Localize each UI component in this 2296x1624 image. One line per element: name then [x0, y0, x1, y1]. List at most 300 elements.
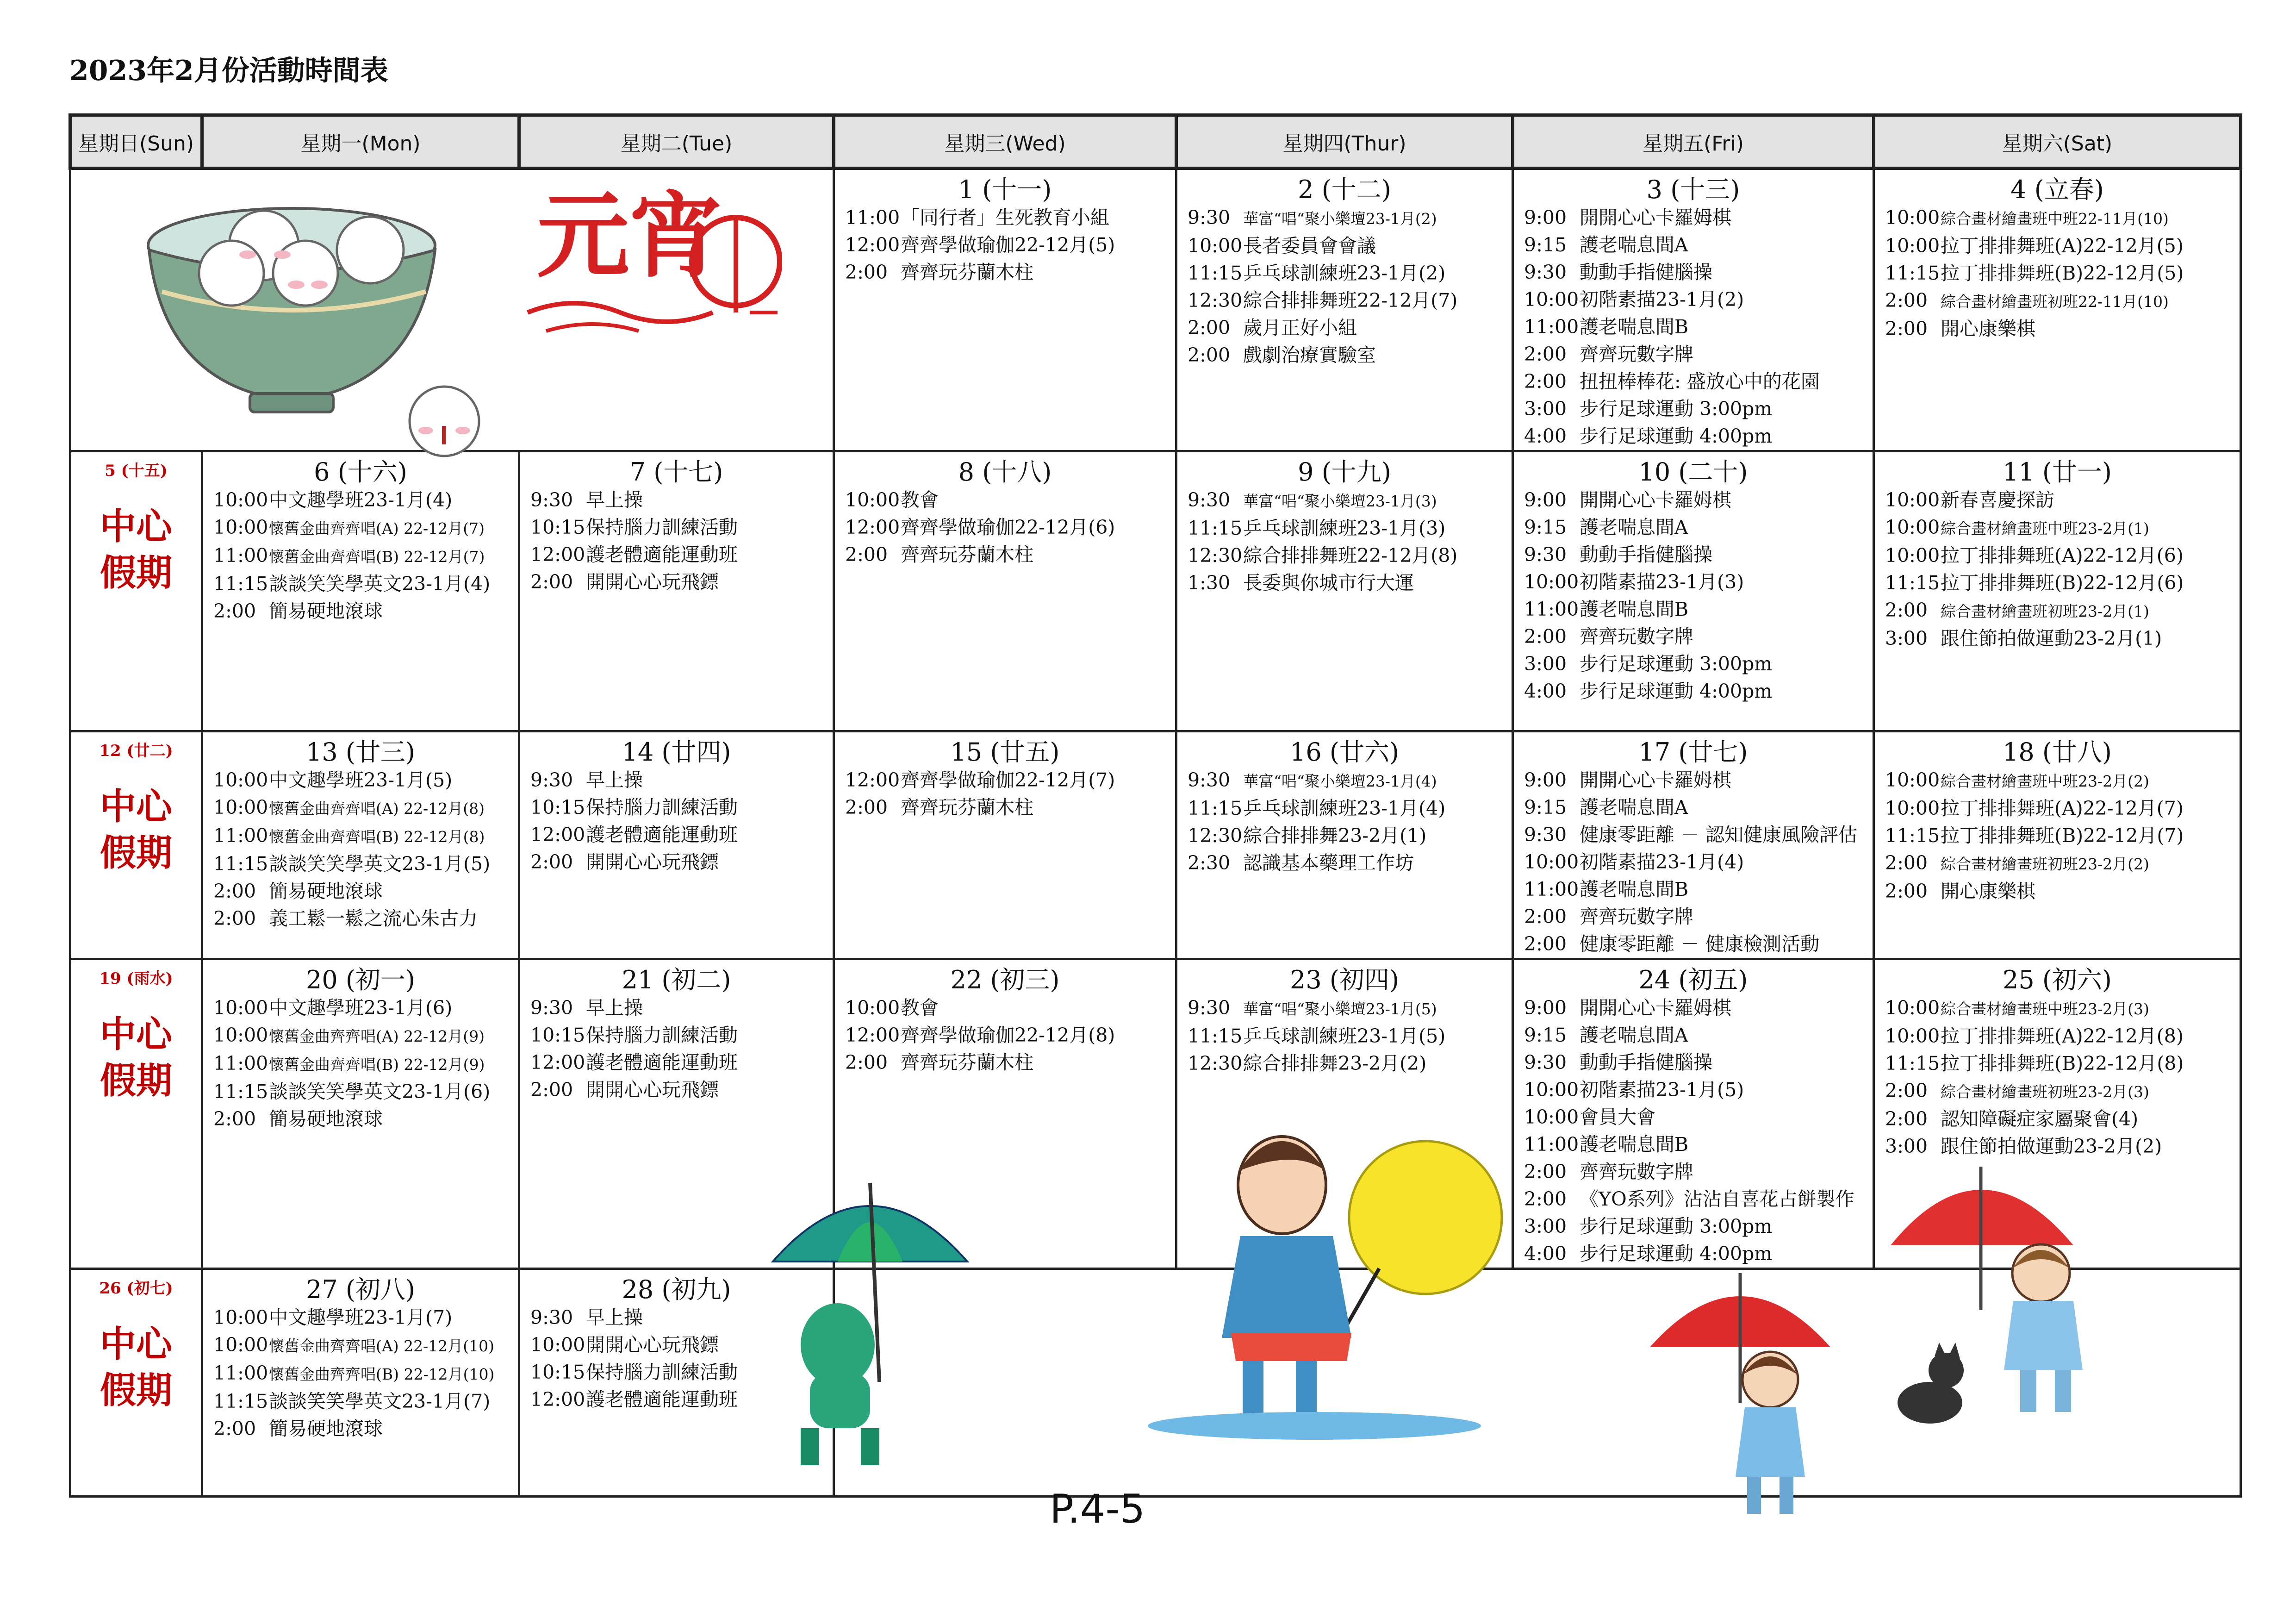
event-item	[1177, 232, 1512, 260]
child-green-umbrella-illustration	[768, 1169, 972, 1474]
event-item	[1514, 1186, 1873, 1213]
event-name: 華富“唱“聚小樂壇23-1月(5)	[1243, 1000, 1437, 1018]
event-item	[520, 821, 833, 849]
day-date: 16 (廿六)	[1289, 737, 1399, 767]
event-time: 2:00	[1885, 599, 1928, 621]
event-item	[1514, 1022, 1873, 1049]
event-item	[203, 1106, 518, 1133]
event-item	[520, 994, 833, 1022]
event-time: 12:00	[530, 1051, 585, 1074]
event-item	[520, 487, 833, 514]
event-name: 綜合畫材繪畫班中班23-2月(2)	[1941, 772, 2149, 790]
event-item	[1177, 342, 1512, 369]
event-item	[1177, 1023, 1512, 1050]
event-time: 10:00	[530, 1334, 585, 1356]
day-date: 23 (初四)	[1289, 965, 1399, 994]
event-time: 4:00	[1524, 425, 1567, 447]
event-name: 保持腦力訓練活動	[586, 796, 738, 818]
event-time: 11:15	[1885, 572, 1940, 594]
event-name: 初階素描23-1月(5)	[1580, 1079, 1744, 1101]
event-time: 10:00	[1885, 769, 1940, 791]
tangyuan-bowl-illustration	[143, 199, 495, 472]
day-date: 15 (廿五)	[950, 737, 1060, 767]
event-time: 9:30	[1188, 489, 1231, 511]
event-name: 懷舊金曲齊齊唱(A) 22-12月(7)	[269, 519, 485, 537]
event-name: 拉丁排排舞班(B)22-12月(7)	[1941, 824, 2184, 847]
event-time: 9:15	[1524, 796, 1567, 818]
day-date: 18 (廿八)	[2002, 737, 2112, 767]
event-item	[1514, 903, 1873, 931]
event-time: 11:15	[213, 1390, 268, 1412]
event-time: 2:00	[1524, 906, 1567, 928]
day-date: 27 (初八)	[305, 1275, 415, 1304]
event-item	[520, 794, 833, 821]
event-item	[835, 994, 1175, 1022]
event-time: 2:00	[213, 1418, 256, 1440]
event-item	[1177, 822, 1512, 849]
holiday-label	[71, 1321, 201, 1414]
event-item	[1514, 231, 1873, 259]
event-name: 《YO系列》沾沾自喜花占餅製作	[1580, 1188, 1854, 1210]
event-item	[520, 514, 833, 541]
event-time: 12:30	[1188, 1052, 1243, 1074]
event-name: 綜合畫材繪畫班初班23-2月(2)	[1941, 855, 2149, 873]
event-time: 9:30	[1188, 206, 1231, 229]
event-name: 拉丁排排舞班(A)22-12月(5)	[1941, 235, 2184, 257]
event-time: 11:00	[213, 544, 268, 567]
event-item	[1875, 878, 2240, 905]
event-time: 1:30	[1188, 572, 1231, 594]
event-name: 早上操	[586, 1306, 643, 1329]
event-item	[1514, 514, 1873, 541]
event-time: 11:15	[1188, 517, 1243, 539]
event-time: 11:00	[1524, 316, 1579, 338]
event-item	[1514, 368, 1873, 395]
event-time: 12:00	[845, 516, 900, 538]
event-name: 護老喘息間B	[1580, 316, 1689, 338]
event-name: 華富“唱“聚小樂壇23-1月(2)	[1243, 210, 1437, 228]
event-time: 10:00	[213, 997, 268, 1019]
lantern-festival-logo	[518, 174, 782, 350]
event-item	[203, 487, 518, 514]
event-name: 懷舊金曲齊齊唱(B) 22-12月(9)	[269, 1056, 485, 1074]
event-time: 11:15	[1188, 262, 1243, 284]
event-name: 開開心心卡羅姆棋	[1580, 997, 1731, 1019]
event-name: 認知障礙症家屬聚會(4)	[1941, 1108, 2139, 1130]
event-item	[520, 849, 833, 876]
event-name: 拉丁排排舞班(A)22-12月(6)	[1941, 544, 2184, 567]
event-name: 「同行者」生死教育小組	[901, 206, 1109, 229]
child-yellow-umbrella-illustration	[1139, 1102, 1509, 1444]
event-time: 10:00	[1885, 544, 1940, 567]
event-time: 10:00	[1524, 288, 1579, 311]
event-time: 10:00	[1524, 571, 1579, 593]
event-time: 10:00	[1188, 235, 1243, 257]
event-time: 9:30	[1524, 824, 1567, 846]
event-item	[203, 850, 518, 878]
event-name: 步行足球運動 4:00pm	[1580, 1243, 1773, 1265]
event-item	[1875, 625, 2240, 652]
day-date: 20 (初一)	[305, 965, 415, 994]
event-item	[1514, 1104, 1873, 1131]
event-time: 10:00	[213, 1306, 268, 1329]
event-name: 健康零距離 － 認知健康風險評估	[1580, 824, 1858, 846]
sunday-date: 19 (雨水)	[99, 969, 173, 988]
day-cell	[834, 169, 1176, 451]
event-name: 懷舊金曲齊齊唱(B) 22-12月(7)	[269, 548, 485, 566]
event-time: 3:00	[1885, 1135, 1928, 1157]
event-name: 齊齊玩數字牌	[1580, 1161, 1693, 1183]
event-item	[1514, 794, 1873, 821]
event-name: 綜合排排舞班22-12月(8)	[1243, 544, 1458, 567]
girl-red-umbrella-illustration	[1648, 1264, 1833, 1523]
event-name: 齊齊玩數字牌	[1580, 906, 1693, 928]
day-cell	[834, 731, 1176, 959]
event-item	[1514, 849, 1873, 876]
event-item	[1875, 232, 2240, 260]
week-row	[70, 731, 2241, 959]
event-name: 談談笑笑學英文23-1月(4)	[269, 573, 491, 595]
event-time: 2:00	[1524, 343, 1567, 365]
day-date: 4 (立春)	[2010, 175, 2104, 204]
event-time: 12:00	[530, 543, 585, 566]
event-name: 華富“唱“聚小樂壇23-1月(4)	[1243, 772, 1437, 790]
day-cell	[1513, 731, 1874, 959]
weekday-header-row	[70, 115, 2241, 169]
event-name: 乒乓球訓練班23-1月(3)	[1243, 517, 1446, 539]
day-cell	[202, 731, 519, 959]
header-sun: 星期日(Sun)	[70, 115, 202, 169]
header-sat: 星期六(Sat)	[1874, 115, 2241, 169]
event-item	[1514, 341, 1873, 368]
day-cell	[1513, 451, 1874, 731]
event-name: 拉丁排排舞班(B)22-12月(5)	[1941, 262, 2184, 284]
day-cell	[1176, 731, 1513, 959]
event-item	[1177, 569, 1512, 597]
event-item	[1875, 597, 2240, 625]
event-time: 9:30	[530, 489, 573, 511]
event-name: 齊齊玩芬蘭木柱	[901, 796, 1033, 818]
event-name: 跟住節拍做運動23-2月(2)	[1941, 1135, 2162, 1157]
holiday-label-line: 假期	[100, 552, 172, 594]
event-name: 動動手指健腦操	[1580, 543, 1712, 566]
lantern-festival-text: 元宵	[537, 181, 722, 290]
header-thu: 星期四(Thur)	[1176, 115, 1513, 169]
day-date: 6 (十六)	[314, 457, 407, 487]
event-time: 2:00	[213, 600, 256, 622]
event-time: 12:00	[530, 1388, 585, 1411]
event-item	[1177, 795, 1512, 822]
event-item	[1177, 542, 1512, 569]
event-time: 9:30	[1524, 261, 1567, 283]
day-date: 17 (廿七)	[1638, 737, 1748, 767]
event-item	[1875, 569, 2240, 597]
event-item	[1514, 931, 1873, 958]
event-time: 2:00	[213, 1108, 256, 1130]
day-date: 8 (十八)	[958, 457, 1052, 487]
event-name: 護老喘息間A	[1580, 1024, 1688, 1046]
event-name: 護老體適能運動班	[586, 543, 738, 566]
event-time: 2:00	[530, 571, 573, 593]
event-item	[520, 541, 833, 568]
event-item	[1177, 515, 1512, 542]
day-cell	[202, 451, 519, 731]
event-item	[203, 1388, 518, 1415]
event-item	[203, 767, 518, 794]
event-time: 10:15	[530, 1024, 585, 1046]
event-time: 9:30	[1188, 769, 1231, 791]
header-mon: 星期一(Mon)	[202, 115, 519, 169]
event-name: 綜合排排舞23-2月(2)	[1243, 1052, 1427, 1074]
event-time: 9:00	[1524, 206, 1567, 229]
event-item	[835, 541, 1175, 568]
event-time: 10:00	[1885, 235, 1940, 257]
event-item	[1875, 315, 2240, 343]
event-time: 11:15	[1188, 797, 1243, 819]
event-name: 拉丁排排舞班(B)22-12月(8)	[1941, 1052, 2184, 1074]
day-cell	[519, 731, 834, 959]
event-item	[203, 878, 518, 905]
event-name: 簡易硬地滾球	[269, 880, 383, 902]
event-time: 11:00	[1524, 878, 1579, 900]
event-time: 10:00	[213, 516, 268, 538]
event-name: 乒乓球訓練班23-1月(4)	[1243, 797, 1446, 819]
event-time: 10:00	[1885, 516, 1940, 538]
event-time: 2:00	[1885, 289, 1928, 312]
event-item	[1177, 487, 1512, 515]
event-time: 2:00	[1524, 625, 1567, 648]
event-time: 12:00	[845, 1024, 900, 1046]
event-time: 2:00	[845, 1051, 888, 1074]
event-item	[520, 568, 833, 596]
event-name: 會員大會	[1580, 1106, 1655, 1128]
event-time: 4:00	[1524, 1243, 1567, 1265]
event-item	[1177, 994, 1512, 1023]
event-name: 護老喘息間B	[1580, 598, 1689, 620]
event-item	[1875, 542, 2240, 569]
event-name: 華富“唱“聚小樂壇23-1月(3)	[1243, 492, 1437, 510]
day-cell	[202, 959, 519, 1269]
event-time: 10:00	[1524, 851, 1579, 873]
event-item	[835, 1049, 1175, 1076]
sunday-cell	[70, 731, 202, 959]
header-tue: 星期二(Tue)	[519, 115, 834, 169]
event-name: 懷舊金曲齊齊唱(B) 22-12月(8)	[269, 828, 485, 846]
event-time: 9:15	[1524, 516, 1567, 538]
event-time: 3:00	[1524, 653, 1567, 675]
event-name: 初階素描23-1月(3)	[1580, 571, 1744, 593]
event-name: 齊齊學做瑜伽22-12月(6)	[901, 516, 1115, 538]
event-time: 9:30	[1188, 997, 1231, 1019]
event-item	[1514, 568, 1873, 596]
event-item	[1514, 286, 1873, 313]
event-item	[1875, 1106, 2240, 1133]
event-name: 齊齊學做瑜伽22-12月(8)	[901, 1024, 1115, 1046]
event-name: 保持腦力訓練活動	[586, 1361, 738, 1383]
event-time: 10:00	[1885, 206, 1940, 229]
day-cell	[202, 1269, 519, 1497]
event-item	[835, 204, 1175, 231]
holiday-label-line: 中心	[100, 786, 172, 828]
event-item	[1514, 596, 1873, 623]
event-time: 11:15	[1885, 824, 1940, 847]
event-name: 談談笑笑學英文23-1月(7)	[269, 1390, 491, 1412]
event-time: 11:15	[213, 1081, 268, 1103]
event-time: 2:00	[1524, 933, 1567, 955]
day-date: 10 (二十)	[1638, 457, 1748, 487]
event-name: 開開心心卡羅姆棋	[1580, 489, 1731, 511]
holiday-label	[71, 504, 201, 596]
event-time: 2:30	[1188, 852, 1231, 874]
event-time: 2:00	[1188, 317, 1231, 339]
event-name: 護老體適能運動班	[586, 1051, 738, 1074]
day-cell	[1874, 731, 2241, 959]
event-item	[1875, 795, 2240, 822]
day-cell	[1176, 169, 1513, 451]
holiday-label-line: 假期	[100, 1060, 172, 1102]
event-item	[520, 767, 833, 794]
holiday-label-line: 假期	[100, 1369, 172, 1412]
event-item	[520, 1022, 833, 1049]
event-name: 步行足球運動 3:00pm	[1580, 653, 1773, 675]
event-time: 10:15	[530, 796, 585, 818]
event-item	[1177, 204, 1512, 232]
event-item	[1875, 822, 2240, 849]
event-time: 2:00	[1885, 880, 1928, 902]
event-item	[835, 487, 1175, 514]
event-name: 中文趣學班23-1月(4)	[269, 489, 453, 511]
event-name: 保持腦力訓練活動	[586, 516, 738, 538]
event-item	[1514, 487, 1873, 514]
day-cell	[1874, 169, 2241, 451]
event-time: 10:00	[213, 796, 268, 818]
event-item	[1514, 423, 1873, 450]
holiday-label-line: 中心	[100, 506, 172, 548]
event-name: 長委與你城市行大運	[1243, 572, 1414, 594]
event-time: 2:00	[1885, 1080, 1928, 1102]
event-item	[203, 822, 518, 850]
event-time: 11:00	[1524, 1133, 1579, 1156]
event-name: 中文趣學班23-1月(7)	[269, 1306, 453, 1329]
day-date: 2 (十二)	[1298, 175, 1391, 204]
event-name: 開開心心卡羅姆棋	[1580, 206, 1731, 229]
event-name: 保持腦力訓練活動	[586, 1024, 738, 1046]
event-name: 談談笑笑學英文23-1月(5)	[269, 853, 491, 875]
event-item	[1875, 204, 2240, 232]
event-item	[203, 994, 518, 1022]
event-name: 開心康樂棋	[1941, 318, 2035, 340]
event-name: 護老喘息間A	[1580, 234, 1688, 256]
event-name: 齊齊玩數字牌	[1580, 625, 1693, 648]
event-item	[1875, 1077, 2240, 1106]
page-title: 2023年2月份活動時間表	[69, 55, 388, 87]
event-name: 懷舊金曲齊齊唱(A) 22-12月(10)	[269, 1337, 494, 1355]
event-item	[1514, 821, 1873, 849]
event-time: 10:00	[213, 489, 268, 511]
event-item	[520, 1076, 833, 1104]
event-name: 護老喘息間B	[1580, 878, 1689, 900]
event-item	[835, 231, 1175, 259]
event-time: 3:00	[1524, 398, 1567, 420]
event-item	[1514, 1158, 1873, 1186]
boy-red-umbrella-with-cat-illustration	[1888, 1153, 2120, 1430]
event-item	[1875, 487, 2240, 514]
event-name: 齊齊玩數字牌	[1580, 343, 1693, 365]
event-time: 9:00	[1524, 489, 1567, 511]
event-name: 拉丁排排舞班(A)22-12月(8)	[1941, 1025, 2184, 1047]
event-item	[203, 542, 518, 570]
event-name: 中文趣學班23-1月(5)	[269, 769, 453, 791]
event-item	[1514, 395, 1873, 423]
event-item	[1514, 650, 1873, 678]
day-date: 3 (十三)	[1646, 175, 1740, 204]
day-date: 25 (初六)	[2002, 965, 2112, 994]
day-date: 21 (初二)	[622, 965, 731, 994]
event-time: 10:00	[213, 1334, 268, 1356]
event-time: 12:00	[530, 824, 585, 846]
event-item	[203, 598, 518, 625]
event-item	[203, 514, 518, 542]
event-name: 乒乓球訓練班23-1月(2)	[1243, 262, 1446, 284]
event-name: 開開心心玩飛鏢	[586, 571, 719, 593]
event-name: 教會	[901, 997, 939, 1019]
event-time: 12:30	[1188, 824, 1243, 847]
event-name: 開開心心玩飛鏢	[586, 851, 719, 873]
holiday-label	[71, 784, 201, 876]
holiday-label-line: 中心	[100, 1013, 172, 1056]
event-item	[1875, 514, 2240, 542]
event-item	[1514, 1213, 1873, 1240]
event-name: 長者委員會會議	[1243, 235, 1376, 257]
day-date: 7 (十七)	[629, 457, 723, 487]
event-time: 2:00	[1524, 370, 1567, 393]
event-name: 早上操	[586, 489, 643, 511]
event-name: 懷舊金曲齊齊唱(B) 22-12月(10)	[269, 1365, 495, 1383]
event-time: 12:00	[845, 769, 900, 791]
event-name: 初階素描23-1月(4)	[1580, 851, 1744, 873]
event-name: 認識基本藥理工作坊	[1243, 852, 1414, 874]
event-item	[203, 1304, 518, 1331]
event-time: 9:30	[1524, 1051, 1567, 1074]
header-wed: 星期三(Wed)	[834, 115, 1176, 169]
event-item	[1177, 849, 1512, 877]
day-cell	[1513, 169, 1874, 451]
event-item	[1514, 994, 1873, 1022]
event-item	[1514, 1076, 1873, 1104]
event-item	[1514, 1049, 1873, 1076]
event-time: 2:00	[1524, 1161, 1567, 1183]
event-name: 義工鬆一鬆之流心朱古力	[269, 907, 478, 930]
day-date: 9 (十九)	[1298, 457, 1391, 487]
day-date: 11 (廿一)	[2002, 457, 2112, 487]
event-item	[1177, 314, 1512, 342]
event-time: 10:00	[1885, 997, 1940, 1019]
event-time: 10:15	[530, 1361, 585, 1383]
event-name: 綜合畫材繪畫班初班22-11月(10)	[1941, 293, 2169, 311]
event-item	[203, 570, 518, 598]
event-item	[1514, 204, 1873, 231]
day-date: 22 (初三)	[950, 965, 1060, 994]
event-time: 2:00	[530, 1079, 573, 1101]
event-time: 10:00	[1524, 1106, 1579, 1128]
event-time: 10:00	[845, 489, 900, 511]
event-time: 9:30	[530, 1306, 573, 1329]
event-time: 10:00	[1885, 797, 1940, 819]
event-name: 齊齊玩芬蘭木柱	[901, 1051, 1033, 1074]
event-time: 9:15	[1524, 234, 1567, 256]
event-time: 10:00	[1885, 489, 1940, 511]
event-name: 護老喘息間A	[1580, 796, 1688, 818]
